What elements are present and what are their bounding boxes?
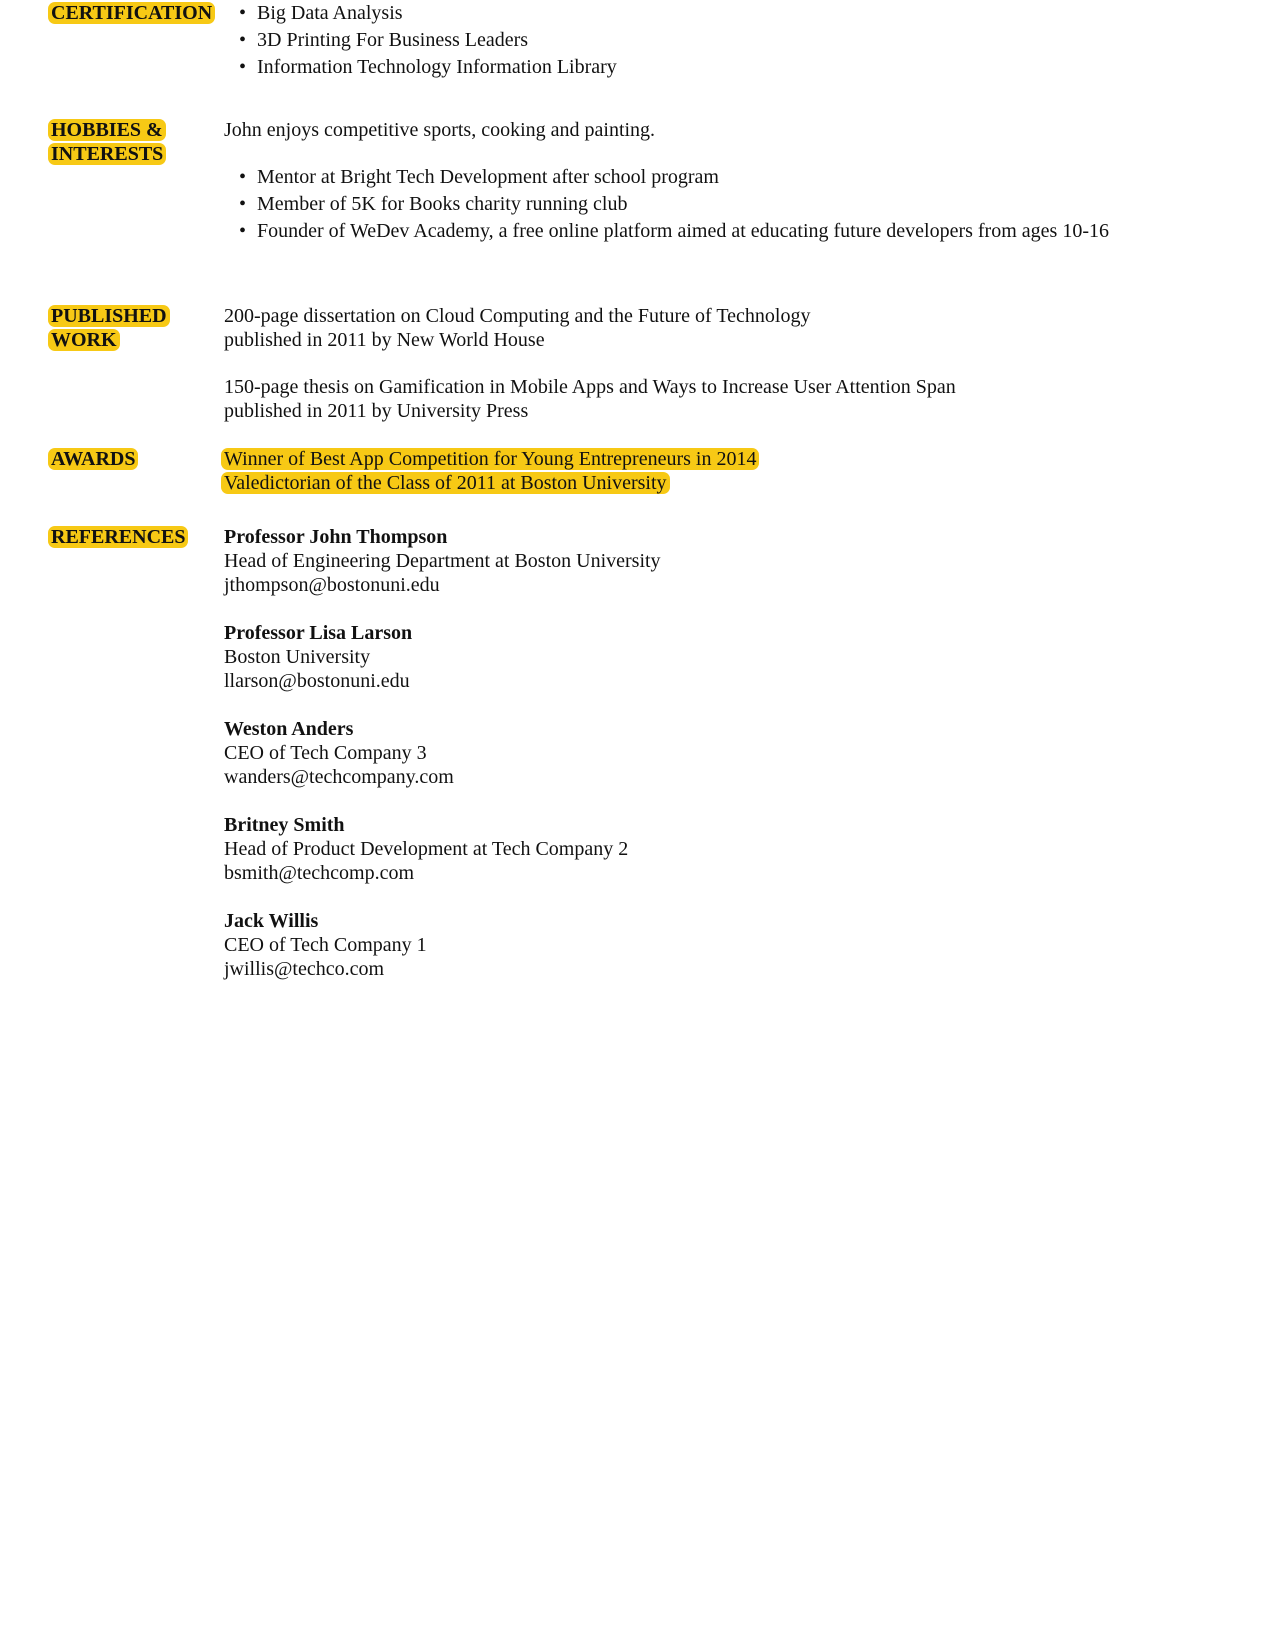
hobbies-content (224, 118, 1227, 245)
reference-entry (224, 621, 1227, 693)
reference-name: Jack Willis (224, 910, 319, 932)
reference-name: Professor Lisa Larson (224, 622, 413, 644)
hobbies-intro: John enjoys competitive sports, cooking and painting. (224, 119, 656, 141)
list-item: • Information Technology Information Library (224, 54, 1227, 81)
awards-heading: AWARDS (48, 447, 138, 471)
published-content (224, 304, 1227, 446)
reference-name: Professor John Thompson (224, 526, 448, 548)
award-item: Winner of Best App Competition for Young Entrepreneurs in 2014 (224, 447, 1227, 471)
hobbies-heading: HOBBIES & INTERESTS (48, 118, 166, 166)
reference-email[interactable]: wanders@techcompany.com (224, 766, 454, 788)
list-item: • Big Data Analysis (224, 0, 1227, 27)
bullet-icon: • (239, 220, 247, 242)
list-item: • Founder of WeDev Academy, a free online platform aimed at educating future developers from ages 10-16 (224, 218, 1227, 245)
hobbies-list (224, 164, 1227, 245)
bullet-icon: • (239, 56, 247, 78)
reference-entry (224, 525, 1227, 597)
published-heading: PUBLISHED WORK (48, 304, 170, 352)
bullet-icon: • (239, 2, 247, 24)
reference-role: CEO of Tech Company 3 (224, 742, 427, 764)
references-heading: REFERENCES (48, 525, 188, 549)
certification-list (224, 0, 1227, 81)
reference-role: CEO of Tech Company 1 (224, 934, 427, 956)
reference-entry (224, 813, 1227, 885)
list-item: • 3D Printing For Business Leaders (224, 27, 1227, 54)
list-item: • Member of 5K for Books charity running club (224, 191, 1227, 218)
bullet-icon: • (239, 166, 247, 188)
reference-entry (224, 909, 1227, 981)
certification-heading: CERTIFICATION (48, 1, 215, 25)
reference-email[interactable]: llarson@bostonuni.edu (224, 670, 410, 692)
published-work-title: 150-page thesis on Gamification in Mobile Apps and Ways to Increase User Attention Span (224, 376, 956, 398)
list-item: • Mentor at Bright Tech Development after school program (224, 164, 1227, 191)
bullet-icon: • (239, 193, 247, 215)
bullet-icon: • (239, 29, 247, 51)
reference-role: Head of Engineering Department at Boston University (224, 550, 661, 572)
published-work-title: 200-page dissertation on Cloud Computing and the Future of Technology (224, 305, 811, 327)
reference-email[interactable]: bsmith@techcomp.com (224, 862, 415, 884)
awards-content (224, 447, 1227, 495)
published-work-item (224, 375, 1227, 423)
published-work-detail: published in 2011 by New World House (224, 329, 545, 351)
reference-entry (224, 717, 1227, 789)
reference-role: Boston University (224, 646, 371, 668)
certification-content (224, 0, 1227, 81)
references-content (224, 525, 1227, 1005)
reference-email[interactable]: jwillis@techco.com (224, 958, 385, 980)
reference-name: Weston Anders (224, 718, 354, 740)
reference-email[interactable]: jthompson@bostonuni.edu (224, 574, 440, 596)
reference-name: Britney Smith (224, 814, 345, 836)
reference-role: Head of Product Development at Tech Company 2 (224, 838, 629, 860)
award-item: Valedictorian of the Class of 2011 at Boston University (224, 471, 1227, 495)
published-work-detail: published in 2011 by University Press (224, 400, 529, 422)
published-work-item (224, 304, 1227, 352)
